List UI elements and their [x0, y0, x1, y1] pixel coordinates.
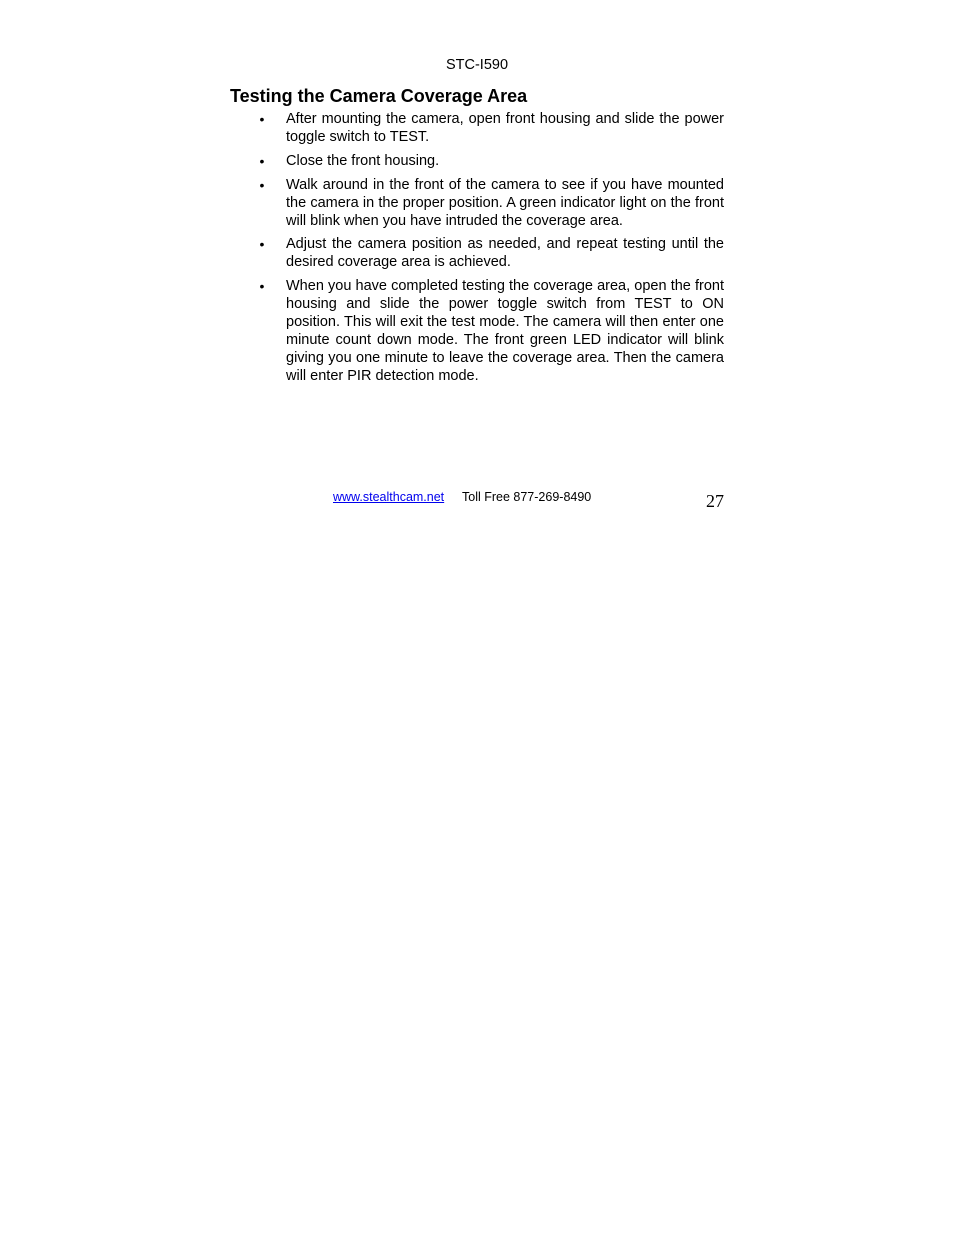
website-link[interactable]: www.stealthcam.net [333, 490, 445, 504]
list-item-text: After mounting the camera, open front housing and slide the power toggle switch to TEST. [286, 111, 724, 145]
list-item [256, 177, 724, 231]
list-item-text: Adjust the camera position as needed, and repeat testing until the desired coverage area is achieved. [286, 236, 724, 271]
list-item-text: When you have completed testing the coverage area, open the front housing and slide the power toggle switch from TEST to ON position. This will exit the test mode. The camera will then enter one minute count down mode. The front green LED indicator will blink giving you one minute to leave the coverage area. Then the camera will enter PIR detection mode. [286, 278, 724, 384]
bullet-icon: • [259, 176, 265, 193]
section-title: Testing the Camera Coverage Area [230, 86, 528, 106]
bullet-icon: • [259, 152, 265, 169]
bullet-icon: • [259, 236, 265, 253]
bullet-icon: • [259, 111, 265, 127]
document-header-model: STC-I590 [445, 57, 509, 73]
page-number: 27 [706, 491, 724, 511]
toll-free-number: Toll Free 877-269-8490 [462, 490, 592, 504]
list-item [256, 236, 724, 272]
list-item [256, 153, 724, 171]
list-item [256, 111, 724, 147]
list-item [256, 278, 724, 385]
instruction-list [256, 111, 724, 392]
list-item-text: Close the front housing. [286, 152, 440, 169]
list-item-text: Walk around in the front of the camera to see if you have mounted the camera in the proper position. A green indicator light on the front will blink when you have intruded the coverage area. [286, 176, 724, 229]
bullet-icon: • [259, 278, 265, 295]
page-footer [333, 490, 724, 514]
